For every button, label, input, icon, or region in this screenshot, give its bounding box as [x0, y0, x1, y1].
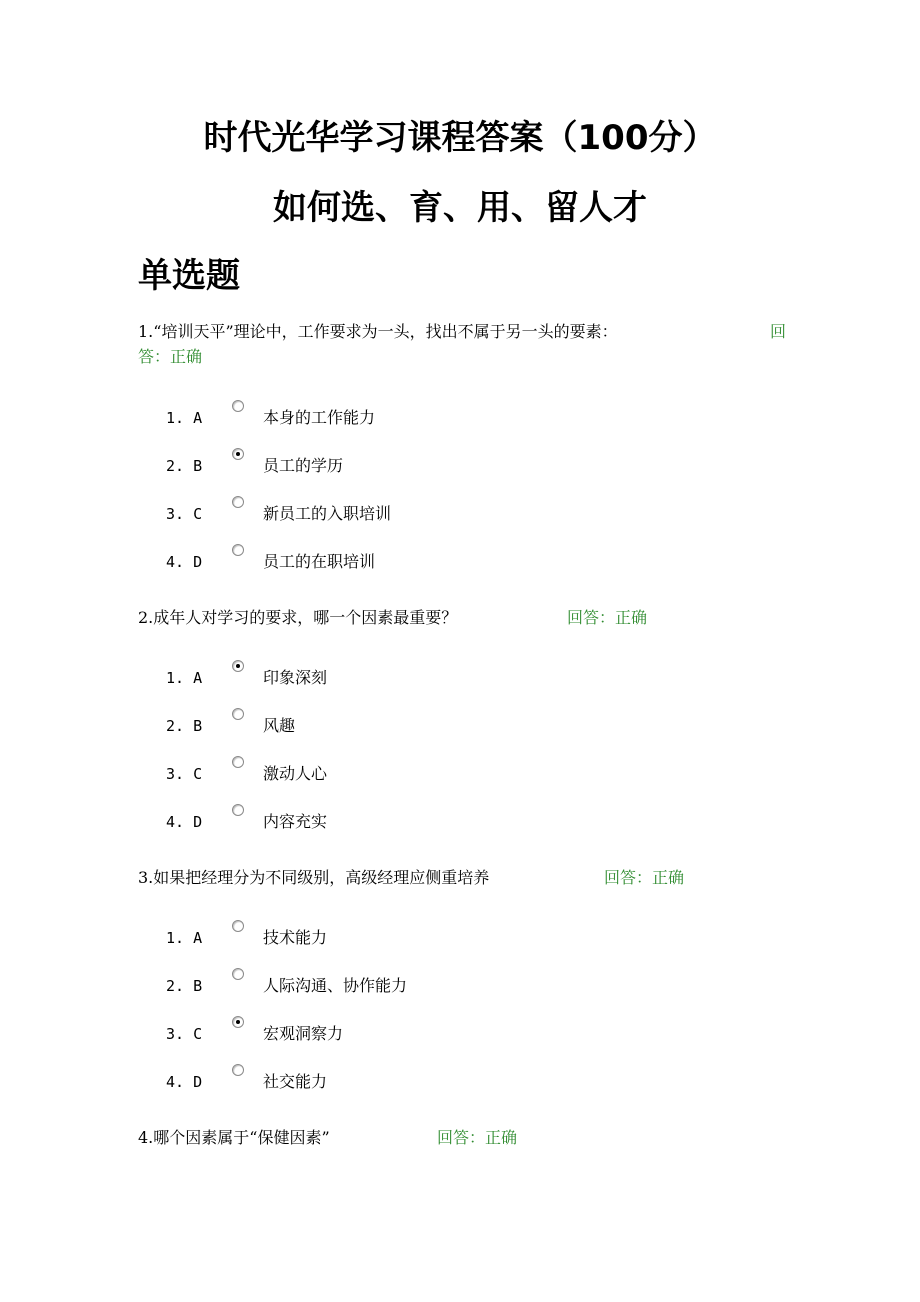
option-row[interactable] [166, 974, 666, 998]
answer-status: 回答：正确 [567, 608, 648, 627]
option-label: 社交能力 [263, 1072, 328, 1091]
answer-status-cont: 答：正确 [138, 347, 203, 366]
option-row[interactable] [166, 502, 666, 526]
option-row[interactable] [166, 762, 666, 786]
option-label: 宏观洞察力 [263, 1024, 344, 1043]
option-number: 2. B [166, 457, 203, 475]
option-label: 内容充实 [263, 812, 328, 831]
section-heading: 单选题 [138, 256, 240, 296]
option-label: 新员工的入职培训 [263, 504, 392, 523]
question-text: 1.“培训天平”理论中，工作要求为一头，找出不属于另一头的要素： [138, 322, 618, 341]
answer-status: 回答：正确 [604, 868, 685, 887]
option-label: 激动人心 [263, 764, 328, 783]
option-number: 3. C [166, 505, 203, 523]
option-label: 员工的在职培训 [263, 552, 376, 571]
radio-button-selected[interactable] [232, 448, 244, 460]
radio-button[interactable] [232, 708, 244, 720]
option-number: 1. A [166, 669, 203, 687]
option-label: 印象深刻 [263, 668, 328, 687]
option-label: 本身的工作能力 [263, 408, 376, 427]
option-row[interactable] [166, 454, 666, 478]
radio-button-selected[interactable] [232, 660, 244, 672]
option-row[interactable] [166, 810, 666, 834]
document-title: 时代光华学习课程答案（100分） [203, 118, 717, 158]
option-row[interactable] [166, 406, 666, 430]
option-number: 4. D [166, 813, 203, 831]
answer-status: 回 [770, 322, 787, 341]
option-label: 技术能力 [263, 928, 328, 947]
radio-button[interactable] [232, 544, 244, 556]
option-row[interactable] [166, 1022, 666, 1046]
document-subtitle: 如何选、育、用、留人才 [273, 188, 647, 228]
radio-button[interactable] [232, 400, 244, 412]
question-text: 3.如果把经理分为不同级别，高级经理应侧重培养 [138, 868, 490, 887]
option-number: 1. A [166, 929, 203, 947]
radio-button-selected[interactable] [232, 1016, 244, 1028]
answer-status: 回答：正确 [437, 1128, 518, 1147]
radio-button[interactable] [232, 804, 244, 816]
option-row[interactable] [166, 666, 666, 690]
option-number: 2. B [166, 977, 203, 995]
radio-button[interactable] [232, 1064, 244, 1076]
option-label: 人际沟通、协作能力 [263, 976, 408, 995]
radio-button[interactable] [232, 968, 244, 980]
question-text: 4.哪个因素属于“保健因素” [138, 1128, 330, 1147]
option-label: 员工的学历 [263, 456, 344, 475]
option-row[interactable] [166, 550, 666, 574]
option-row[interactable] [166, 926, 666, 950]
option-row[interactable] [166, 714, 666, 738]
radio-button[interactable] [232, 756, 244, 768]
option-number: 4. D [166, 553, 203, 571]
option-number: 4. D [166, 1073, 203, 1091]
question-text: 2.成年人对学习的要求，哪一个因素最重要？ [138, 608, 458, 627]
radio-button[interactable] [232, 920, 244, 932]
option-row[interactable] [166, 1070, 666, 1094]
option-label: 风趣 [263, 716, 296, 735]
option-number: 2. B [166, 717, 203, 735]
radio-button[interactable] [232, 496, 244, 508]
option-number: 1. A [166, 409, 203, 427]
option-number: 3. C [166, 765, 203, 783]
option-number: 3. C [166, 1025, 203, 1043]
